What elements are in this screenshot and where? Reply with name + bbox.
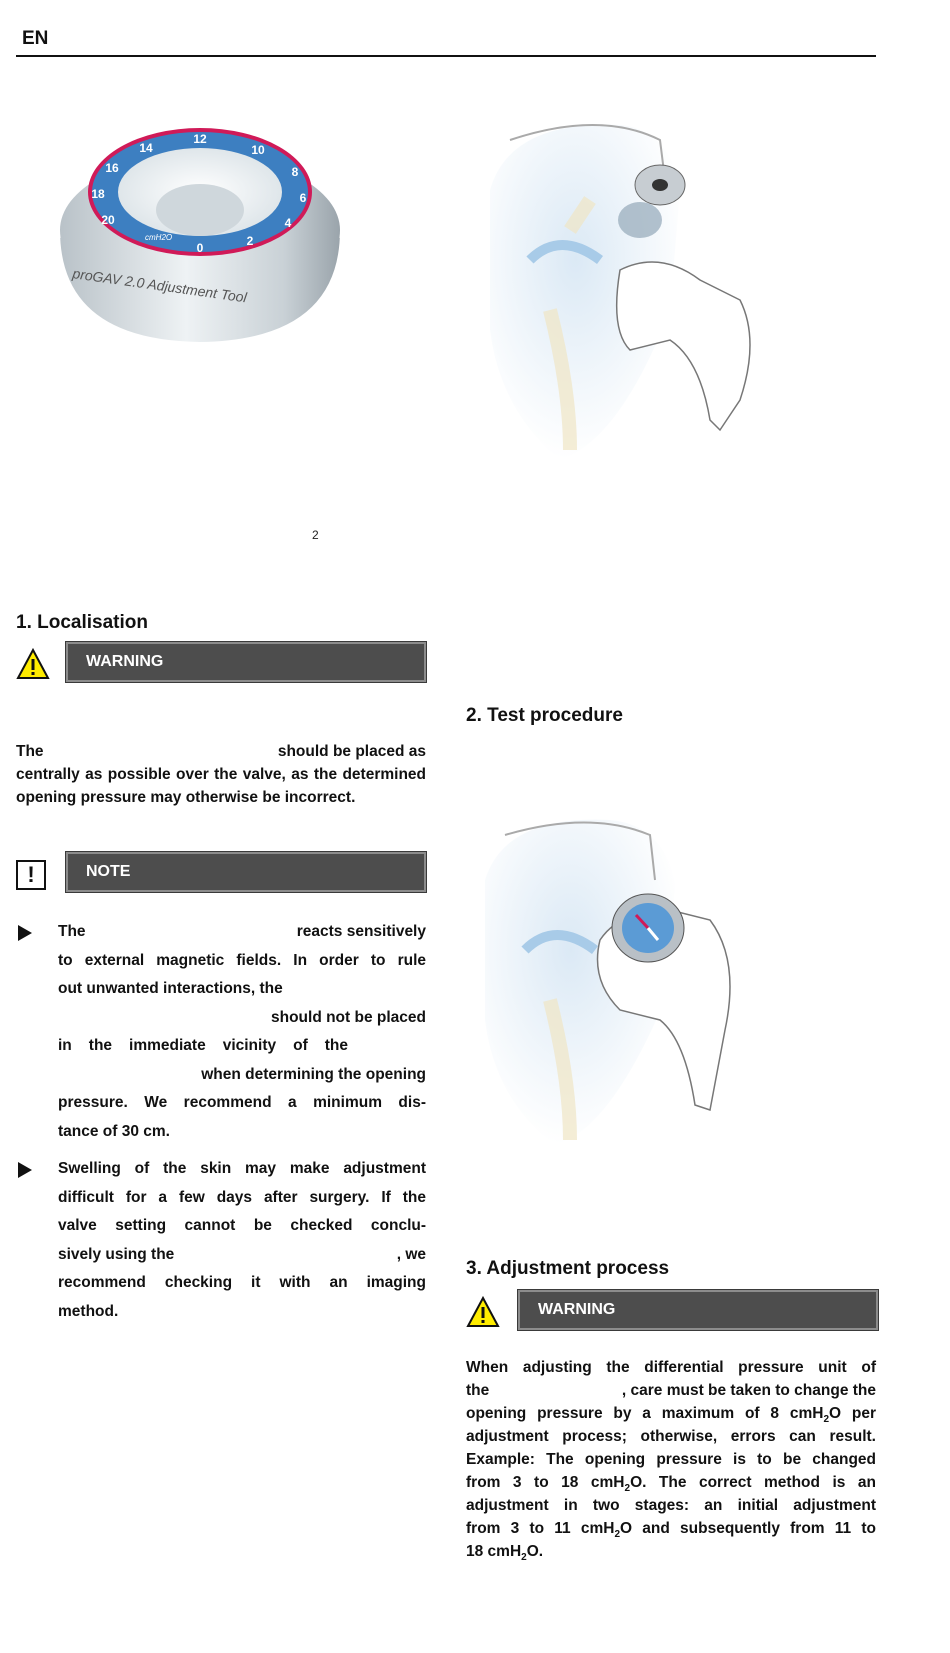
warning-box: WARNING [518,1290,878,1330]
warning-icon [466,1296,500,1328]
section-title-adjustment-process: 3. Adjustment process [466,1258,670,1279]
dial-unit: cmH2O [145,233,173,242]
dial-number: 2 [246,234,254,248]
text-line: adjustment process; otherwise, errors can result. [466,1428,876,1445]
bullet-arrow-icon [18,1162,32,1178]
dial-number: 18 [91,187,105,201]
localisation-warning-text [16,740,426,809]
text-line: adjustment in two stages: an initial adjustment [466,1497,876,1514]
section-title-test-procedure: 2. Test procedure [466,705,623,726]
text-line [466,1517,876,1540]
language-code: EN [22,28,49,49]
text-fragment: O. The correct method is an [630,1474,876,1491]
adjustment-tool-illustration [50,110,360,355]
dial-number: 12 [193,132,207,146]
subscript: 2 [614,1529,621,1541]
text-line: tance of 30 cm. [58,1122,170,1140]
subscript: 2 [521,1552,527,1564]
adjustment-warning-text [466,1356,876,1563]
text-line: valve setting cannot be checked conclu- [58,1217,426,1234]
text-fragment: centrally as possible over the valve, as the determined opening pressure may otherwise be incorrect. [16,766,426,806]
text-line: method. [58,1302,119,1320]
dial-number: 10 [251,143,265,157]
head-with-compass-illustration [470,810,770,1150]
text-fragment: 18 cmH [466,1543,522,1560]
text-line: pressure. We recommend a minimum dis- [58,1094,426,1111]
text-fragment: opening pressure by a maximum of 8 cmH [466,1405,824,1422]
text-fragment: the [466,1382,490,1399]
text-fragment: The [58,923,86,940]
text-line: should not be placed [270,1008,426,1026]
subscript: 2 [624,1483,631,1495]
text-fragment: sively using the [58,1245,175,1263]
text-line: Example: The opening pressure is to be changed [466,1451,876,1468]
text-fragment: , we [396,1245,426,1263]
text-line: out unwanted interactions, the [58,980,283,997]
section-title-localisation: 1. Localisation [16,612,148,633]
warning-icon [16,648,50,680]
page-number: 2 [312,528,319,542]
subscript: 2 [823,1414,829,1426]
text-line [466,1402,876,1425]
text-line: in the immediate vicinity of the [58,1037,348,1054]
note-box: NOTE [66,852,426,892]
head-with-tool-illustration [470,110,790,470]
text-fragment: , care must be taken to change the [621,1382,876,1399]
text-line [466,1471,876,1494]
dial-number: 8 [291,165,299,179]
text-line: difficult for a few days after surgery. If the [58,1188,426,1206]
dial-number: 16 [105,161,119,175]
dial-number: 4 [284,216,292,230]
note-bullet-1 [58,918,426,1146]
warning-box: WARNING [66,642,426,682]
text-line: when determining the opening [201,1065,426,1083]
text-fragment: from 3 to 11 cmH [466,1520,615,1537]
note-bullet-2 [58,1155,426,1326]
bullet-arrow-icon [18,925,32,941]
text-line: to external magnetic fields. In order to rule [58,951,426,969]
text-fragment: should be placed as [277,743,426,760]
dial-number: 6 [299,191,307,205]
text-fragment: from 3 to 18 cmH [466,1474,625,1491]
text-line [466,1540,876,1563]
exclamation-icon: ! [16,860,46,890]
text-fragment: O and subsequently from 11 to [620,1520,876,1537]
dial-number: 20 [101,213,115,227]
header-rule [16,55,876,57]
text-fragment: The [16,743,44,760]
dial-number: 14 [139,141,153,155]
text-line: Swelling of the skin may make adjustment [58,1160,426,1177]
text-line: recommend checking it with an imaging [58,1274,426,1291]
text-fragment: reacts sensitively [296,923,426,940]
text-fragment: O per [829,1405,877,1422]
tool-brand-text: proGAV 2.0 Adjustment Tool [71,265,248,306]
text-fragment: O. [526,1543,544,1560]
text-line: When adjusting the differential pressure unit of [466,1359,876,1376]
dial-number: 0 [196,241,204,255]
